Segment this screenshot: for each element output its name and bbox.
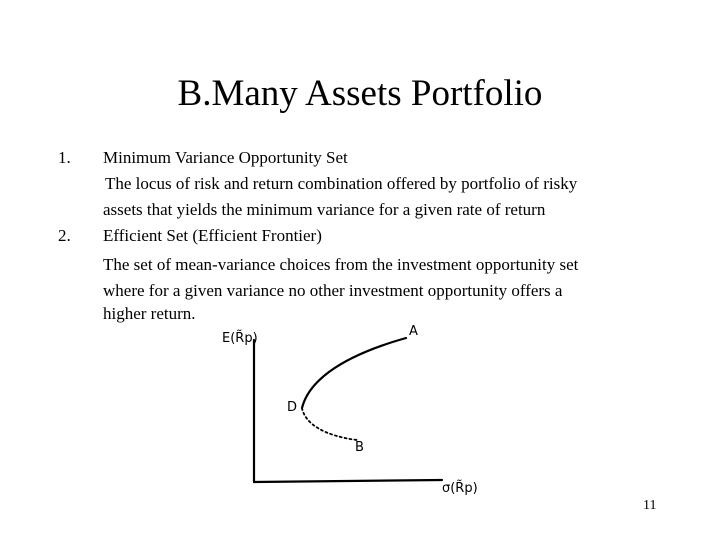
item-2-heading: Efficient Set (Efficient Frontier) [103,226,322,245]
point-a-label: A [409,324,418,339]
item-2-line-2: where for a given variance no other investment opportunity offers a [103,281,563,300]
y-axis-label: E(R̃p) [222,331,258,346]
x-axis-line [254,480,442,482]
point-b-label: B [355,440,364,455]
point-d-label: D [287,400,298,415]
inefficient-branch-curve [302,408,357,440]
item-2-line-1: The set of mean-variance choices from the investment opportunity set [103,255,579,274]
item-1-number: 1. [58,148,71,167]
efficient-frontier-sketch [210,312,500,512]
item-1-heading: Minimum Variance Opportunity Set [103,148,348,167]
item-2-line-3: higher return. [103,304,196,323]
slide-title: B.Many Assets Portfolio [177,73,543,114]
item-1-line-1: The locus of risk and return combination offered by portfolio of risky [105,174,578,193]
x-axis-label: σ(R̃p) [442,481,478,496]
efficient-frontier-curve [302,338,406,408]
page-number: 11 [643,498,657,513]
item-2-number: 2. [58,226,71,245]
item-1-line-2: assets that yields the minimum variance for a given rate of return [103,200,546,219]
